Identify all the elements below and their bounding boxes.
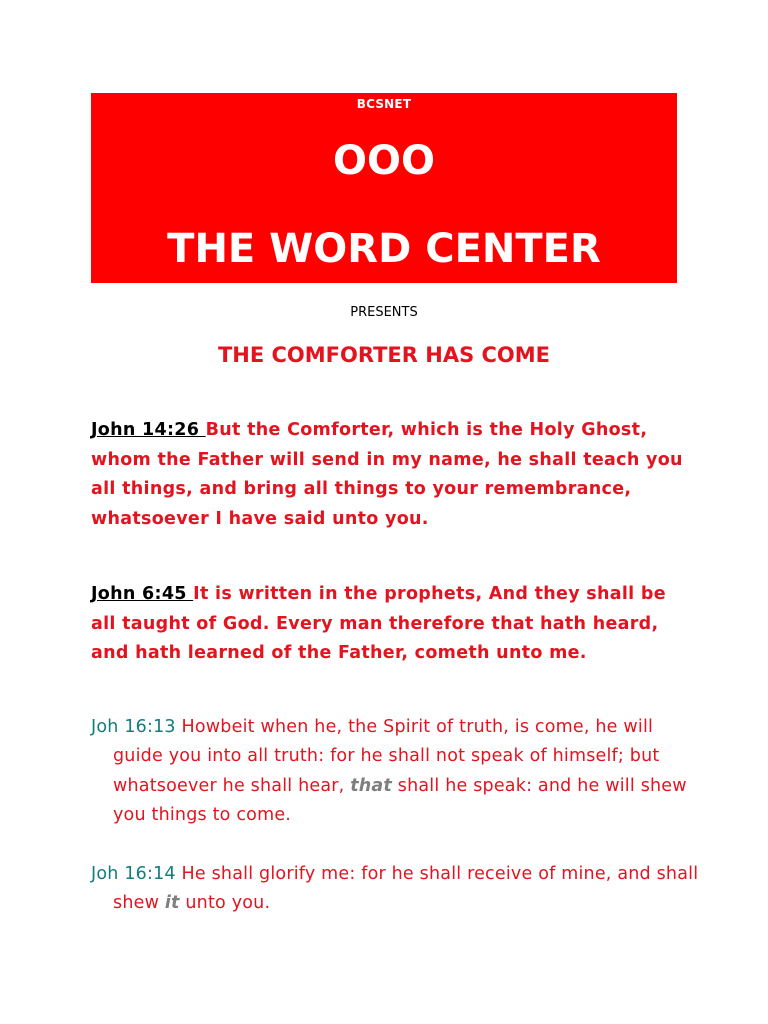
title-banner [91,93,677,283]
italic-word: that [350,775,393,796]
verse-reference: Joh 16:14 [91,864,176,884]
presents-label: PRESENTS [350,305,418,320]
banner-ooo: OOO [332,138,435,184]
verse-text: It is written in the prophets, And they shall be all taught of God. Every man therefore that hath heard, and hath learned of the Father, cometh unto me. [91,584,666,663]
verse-text: shall he speak: and he will shew you things to come. [113,775,687,825]
verse-paragraph [91,860,708,919]
organization-name: BCSNET [356,97,412,111]
verse-paragraph [91,580,686,669]
verse-reference: Joh 16:13 [91,717,176,737]
verse-paragraph [91,416,686,534]
verse-text: But the Comforter, which is the Holy Ghost, whom the Father will send in my name, he shall teach you all things, and bring all things to your remembrance, whatsoever I have said unto you. [91,420,683,529]
document-heading: THE COMFORTER HAS COME [217,343,551,367]
italic-word: it [164,893,180,914]
banner-title: THE WORD CENTER [167,226,601,272]
verse-text: unto you. [179,893,271,914]
verse-text: He shall glorify me: for he shall receive of mine, and shall shew [113,864,699,914]
verse-reference: John 14:26 [91,420,206,440]
verse-paragraph [91,713,708,830]
verse-reference: John 6:45 [91,584,194,604]
verse-text: Howbeit when he, the Spirit of truth, is come, he will guide you into all truth: for he shall not speak of himself; but whatsoever he shall hear, [113,717,660,796]
